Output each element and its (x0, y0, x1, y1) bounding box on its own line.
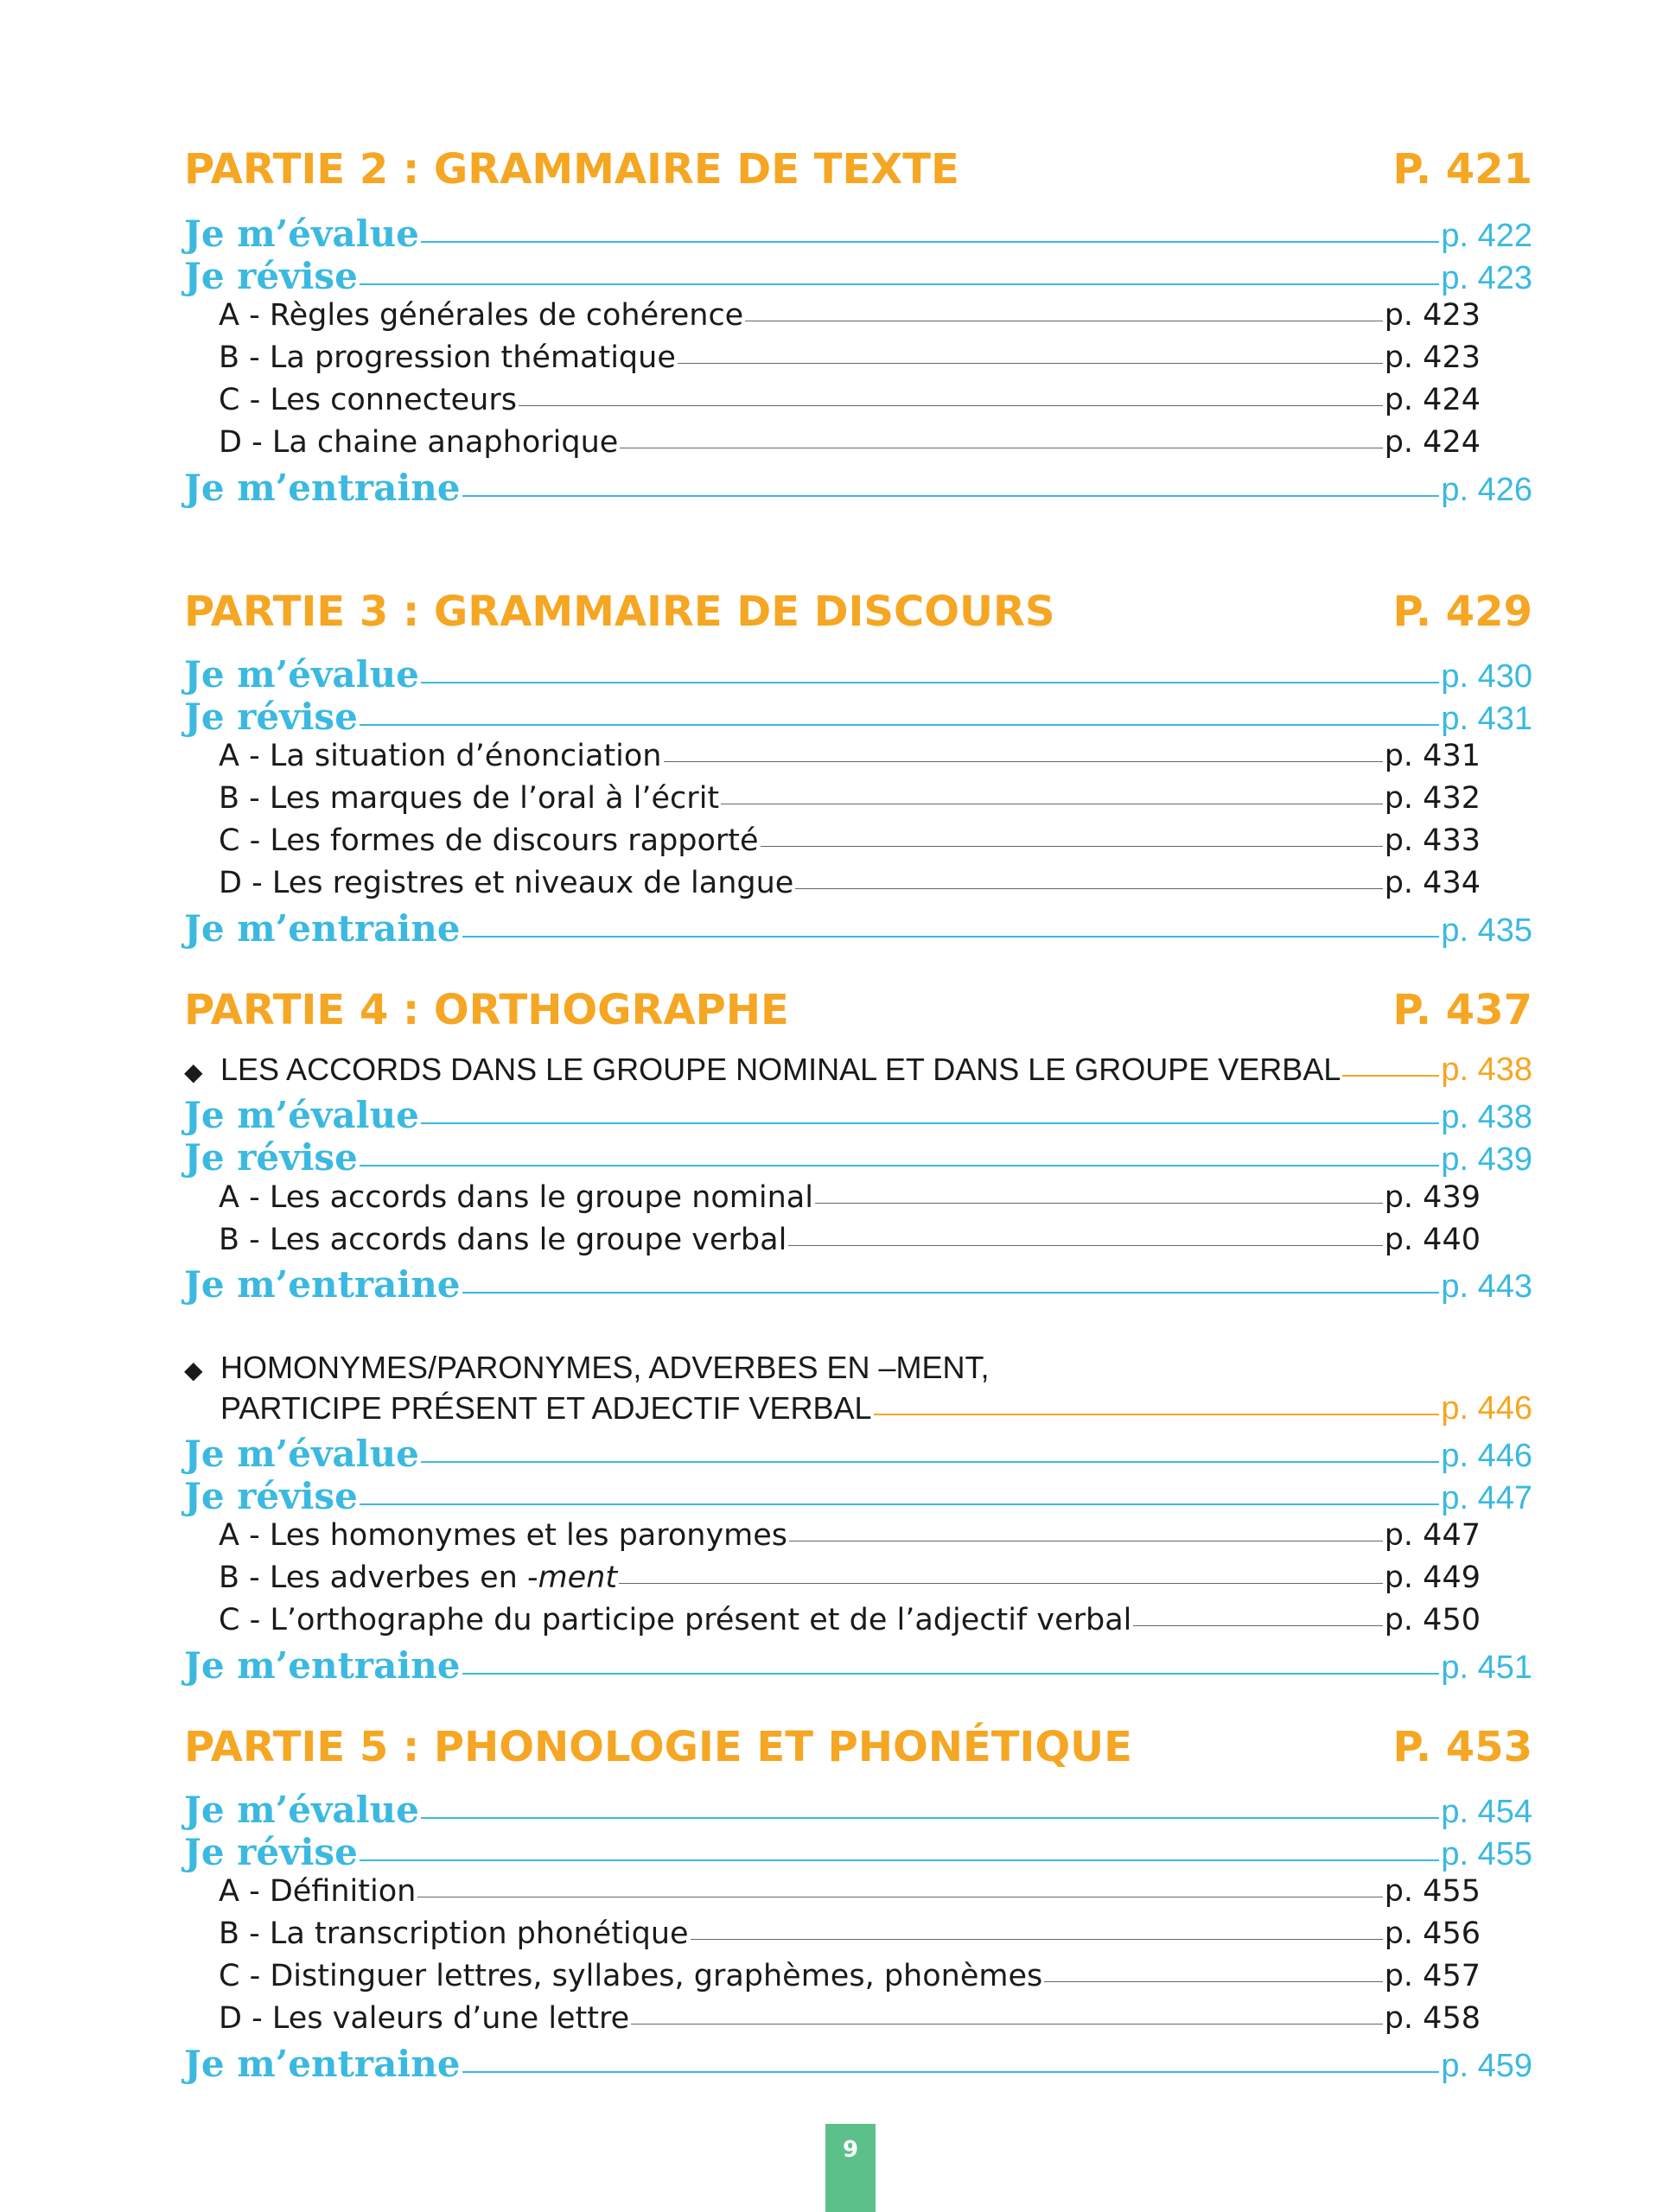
dot-leader (421, 1122, 1440, 1124)
entry-label: A - Les homonymes et les paronymes (219, 1518, 788, 1553)
entry-label: Je m’évalue (184, 1094, 419, 1136)
entry-page: p. 450 (1384, 1603, 1481, 1637)
dot-leader (1044, 1981, 1382, 1982)
entry-page: p. 435 (1441, 912, 1532, 949)
entry-page: p. 449 (1384, 1560, 1481, 1595)
entry-page: p. 426 (1441, 472, 1532, 508)
toc-entry-evalue[interactable] (184, 1789, 1532, 1832)
dot-leader (691, 1939, 1383, 1940)
dot-leader (795, 888, 1382, 889)
entry-label: D - La chaine anaphorique (219, 425, 619, 460)
entry-label: Je m’évalue (184, 213, 419, 255)
toc-subentry[interactable] (219, 298, 1481, 341)
dot-leader (519, 405, 1383, 406)
entry-page: p. 443 (1441, 1268, 1532, 1305)
diamond-bullet-icon: ◆ (184, 1058, 203, 1085)
toc-entry-revise[interactable] (184, 1475, 1532, 1518)
part-page: P. 437 (1392, 986, 1532, 1034)
dot-leader (462, 2071, 1440, 2073)
entry-page: p. 424 (1384, 383, 1481, 417)
toc-subentry[interactable] (219, 1603, 1481, 1646)
entry-label: Je m’évalue (184, 1433, 419, 1475)
entry-label: C - Les connecteurs (219, 383, 517, 417)
entry-page: p. 423 (1384, 298, 1481, 333)
entry-page: p. 447 (1441, 1480, 1532, 1516)
entry-label: C - L’orthographe du participe présent et de l’adjectif verbal (219, 1603, 1132, 1637)
dot-leader (874, 1414, 1440, 1415)
toc-entry-entraine[interactable] (184, 2043, 1532, 2086)
entry-label: Je m’entraine (184, 907, 461, 950)
dot-leader (360, 724, 1440, 726)
part-page: P. 453 (1392, 1723, 1532, 1771)
entry-page: p. 422 (1441, 218, 1532, 254)
entry-page: p. 438 (1441, 1099, 1532, 1135)
toc-topic[interactable] (184, 1052, 1532, 1095)
entry-page: p. 439 (1384, 1180, 1481, 1215)
entry-label: Je m’entraine (184, 2043, 461, 2085)
entry-label: A - Les accords dans le groupe nominal (219, 1180, 813, 1215)
dot-leader (360, 1859, 1440, 1861)
toc-entry-revise[interactable] (184, 1831, 1532, 1874)
dot-leader (1342, 1075, 1439, 1077)
entry-page: p. 457 (1384, 1959, 1481, 1993)
dot-leader (360, 1165, 1440, 1166)
entry-label: Je m’évalue (184, 1789, 419, 1831)
toc-entry-evalue[interactable] (184, 213, 1532, 256)
toc-subentry[interactable] (219, 1180, 1481, 1224)
diamond-bullet-icon: ◆ (184, 1357, 203, 1383)
dot-leader (421, 1461, 1440, 1463)
entry-label-italic: -ment (526, 1560, 618, 1595)
entry-page: p. 424 (1384, 425, 1481, 460)
entry-label: B - Les marques de l’oral à l’écrit (219, 781, 720, 816)
entry-label: Je m’évalue (184, 653, 419, 696)
entry-label: Je m’entraine (184, 1263, 461, 1306)
entry-label: Je révise (184, 1475, 358, 1517)
page-number-tab: 9 (825, 2124, 876, 2212)
entry-label: A - La situation d’énonciation (219, 739, 662, 773)
dot-leader (421, 241, 1440, 243)
entry-page: p. 438 (1441, 1052, 1532, 1088)
toc-subentry[interactable] (219, 1959, 1481, 2002)
entry-page: p. 432 (1384, 781, 1481, 816)
dot-leader (421, 1817, 1440, 1819)
toc-subentry[interactable] (219, 1916, 1481, 1960)
topic-text: LES ACCORDS DANS LE GROUPE NOMINAL ET DANS LE GROUPE VERBAL (220, 1052, 1341, 1087)
part-title: PARTIE 2 : GRAMMAIRE DE TEXTE (184, 145, 959, 194)
topic-label (184, 1052, 1341, 1088)
entry-page: p. 446 (1441, 1438, 1532, 1474)
entry-label-prefix: B - Les adverbes en (219, 1560, 527, 1595)
part-title: PARTIE 3 : GRAMMAIRE DE DISCOURS (184, 588, 1055, 636)
toc-entry-revise[interactable] (184, 255, 1532, 298)
entry-page: p. 451 (1441, 1649, 1532, 1686)
dot-leader (360, 1503, 1440, 1505)
entry-label: B - La transcription phonétique (219, 1916, 689, 1951)
part-title: PARTIE 5 : PHONOLOGIE ET PHONÉTIQUE (184, 1723, 1132, 1771)
entry-label (219, 1560, 617, 1595)
toc-subentry[interactable] (219, 823, 1481, 867)
toc-entry-entraine[interactable] (184, 1644, 1532, 1688)
toc-subentry[interactable] (219, 1560, 1481, 1604)
entry-label: B - La progression thématique (219, 340, 676, 375)
entry-label: Je révise (184, 1831, 358, 1873)
toc-entry-entraine[interactable] (184, 1263, 1532, 1306)
entry-page: p. 440 (1384, 1223, 1481, 1257)
toc-subentry[interactable] (219, 866, 1481, 909)
toc-subentry[interactable] (219, 340, 1481, 384)
dot-leader (678, 363, 1383, 364)
entry-label: C - Distinguer lettres, syllabes, graphèmes, phonèmes (219, 1959, 1043, 1993)
entry-page: p. 431 (1441, 701, 1532, 737)
entry-label: Je m’entraine (184, 1644, 461, 1687)
part-page: P. 429 (1392, 588, 1532, 636)
part-2-heading (184, 143, 1532, 195)
entry-label: Je révise (184, 696, 358, 738)
dot-leader (761, 846, 1383, 847)
entry-label: Je révise (184, 1136, 358, 1179)
part-page: P. 421 (1392, 145, 1532, 194)
toc-subentry[interactable] (219, 781, 1481, 824)
entry-page: p. 459 (1441, 2048, 1532, 2084)
entry-page: p. 454 (1441, 1794, 1532, 1830)
toc-entry-entraine[interactable] (184, 467, 1532, 510)
dot-leader (815, 1203, 1383, 1204)
dot-leader (421, 682, 1440, 683)
toc-entry-entraine[interactable] (184, 907, 1532, 950)
toc-subentry[interactable] (219, 425, 1481, 468)
entry-label: C - Les formes de discours rapporté (219, 823, 759, 858)
toc-entry-revise[interactable] (184, 696, 1532, 739)
entry-page: p. 431 (1384, 739, 1481, 773)
toc-entry-evalue[interactable] (184, 653, 1532, 696)
entry-page: p. 455 (1384, 1874, 1481, 1909)
entry-label: Je m’entraine (184, 467, 461, 509)
toc-topic-line1[interactable] (184, 1350, 990, 1386)
entry-page: p. 434 (1384, 866, 1481, 900)
part-5-heading (184, 1721, 1532, 1773)
entry-page: p. 430 (1441, 658, 1532, 695)
toc-subentry[interactable] (219, 1223, 1481, 1266)
toc-topic[interactable] (220, 1390, 1532, 1433)
toc-subentry[interactable] (219, 383, 1481, 426)
toc-subentry[interactable] (219, 739, 1481, 782)
dot-leader (360, 283, 1440, 285)
dot-leader (462, 495, 1440, 497)
entry-page: p. 447 (1384, 1518, 1481, 1553)
entry-page: p. 423 (1441, 260, 1532, 296)
entry-label: B - Les accords dans le groupe verbal (219, 1223, 787, 1257)
dot-leader (664, 761, 1383, 762)
toc-subentry[interactable] (219, 1874, 1481, 1917)
dot-leader (788, 1245, 1382, 1246)
dot-leader (462, 1673, 1440, 1675)
entry-page: p. 456 (1384, 1916, 1481, 1951)
toc-subentry[interactable] (219, 2001, 1481, 2044)
entry-page: p. 433 (1384, 823, 1481, 858)
entry-label: D - Les registres et niveaux de langue (219, 866, 794, 900)
dot-leader (462, 1292, 1440, 1294)
entry-page: p. 423 (1384, 340, 1481, 375)
dot-leader (1133, 1625, 1382, 1626)
entry-page: p. 455 (1441, 1836, 1532, 1872)
entry-label: Je révise (184, 255, 358, 297)
part-title: PARTIE 4 : ORTHOGRAPHE (184, 986, 789, 1034)
toc-entry-revise[interactable] (184, 1136, 1532, 1179)
toc-entry-evalue[interactable] (184, 1094, 1532, 1137)
toc-subentry[interactable] (219, 1518, 1481, 1561)
part-3-heading (184, 586, 1532, 638)
entry-page: p. 446 (1441, 1390, 1532, 1427)
topic-text: PARTICIPE PRÉSENT ET ADJECTIF VERBAL (220, 1390, 872, 1426)
entry-label: A - Définition (219, 1874, 417, 1909)
dot-leader (619, 1583, 1383, 1584)
part-4-heading (184, 984, 1532, 1036)
topic-text: HOMONYMES/PARONYMES, ADVERBES EN –MENT, (220, 1350, 990, 1385)
entry-page: p. 439 (1441, 1141, 1532, 1178)
toc-entry-evalue[interactable] (184, 1433, 1532, 1476)
entry-label: D - Les valeurs d’une lettre (219, 2001, 630, 2036)
entry-label: A - Règles générales de cohérence (219, 298, 744, 333)
dot-leader (462, 936, 1440, 938)
entry-page: p. 458 (1384, 2001, 1481, 2036)
